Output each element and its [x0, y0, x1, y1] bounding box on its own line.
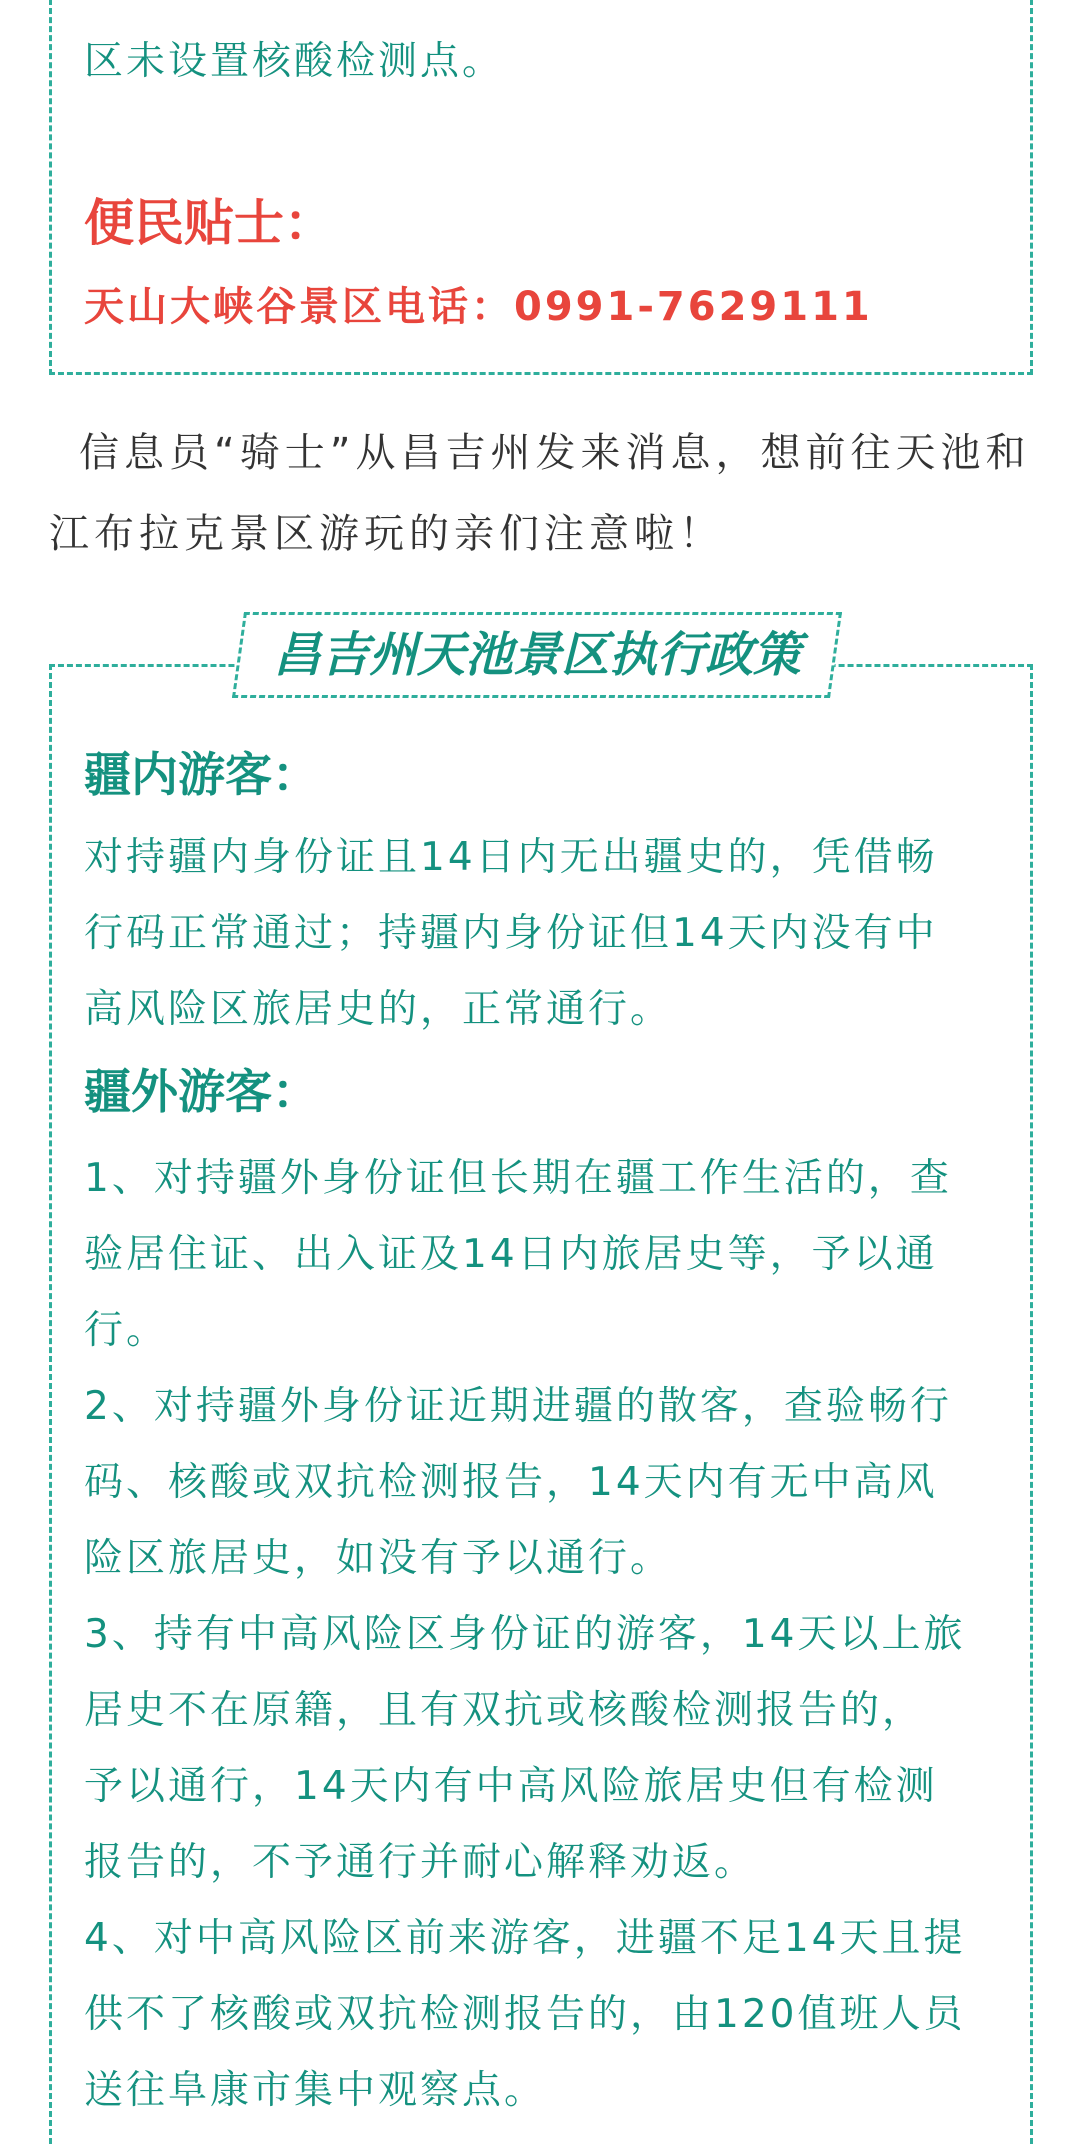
info-line-2: 江布拉克景区游玩的亲们注意啦！: [49, 511, 724, 557]
outside-policy-line-11: 4、对中高风险区前来游客，进疆不足14天且提: [84, 1916, 966, 1961]
outside-policy-line-9: 予以通行，14天内有中高风险旅居史但有检测: [84, 1764, 938, 1809]
outside-policy-line-7: 3、持有中高风险区身份证的游客，14天以上旅: [84, 1612, 966, 1657]
outside-policy-line-2: 验居住证、出入证及14日内旅居史等，予以通: [84, 1232, 938, 1277]
outside-tourists-heading: 疆外游客：: [84, 1065, 319, 1120]
outside-policy-line-13: 送往阜康市集中观察点。: [84, 2068, 547, 2113]
outside-policy-line-12: 供不了核酸或双抗检测报告的，由120值班人员: [84, 1992, 966, 2037]
policy-title: 昌吉州天池景区执行政策: [272, 627, 801, 683]
outside-policy-line-5: 码、核酸或双抗检测报告，14天内有无中高风: [84, 1460, 938, 1505]
scenic-phone-line: 天山大峡谷景区电话：0991-7629111: [84, 284, 873, 330]
local-policy-line-1: 对持疆内身份证且14日内无出疆史的，凭借畅: [84, 835, 938, 880]
outside-policy-line-10: 报告的，不予通行并耐心解释劝返。: [84, 1840, 757, 1885]
tip-heading: 便民贴士：: [84, 194, 334, 252]
local-policy-line-3: 高风险区旅居史的，正常通行。: [84, 987, 673, 1032]
outside-policy-line-1: 1、对持疆外身份证但长期在疆工作生活的，查: [84, 1156, 952, 1201]
local-tourists-heading: 疆内游客：: [84, 748, 319, 803]
notice-line-continued: 区未设置核酸检测点。: [84, 39, 505, 84]
outside-policy-line-3: 行。: [84, 1308, 169, 1353]
info-line-1: 信息员“骑士”从昌吉州发来消息，想前往天池和: [79, 430, 1031, 476]
outside-policy-line-8: 居史不在原籍，且有双抗或核酸检测报告的，: [84, 1688, 925, 1733]
outside-policy-line-6: 险区旅居史，如没有予以通行。: [84, 1536, 673, 1581]
outside-policy-line-4: 2、对持疆外身份证近期进疆的散客，查验畅行: [84, 1384, 952, 1429]
local-policy-line-2: 行码正常通过；持疆内身份证但14天内没有中: [84, 911, 938, 956]
